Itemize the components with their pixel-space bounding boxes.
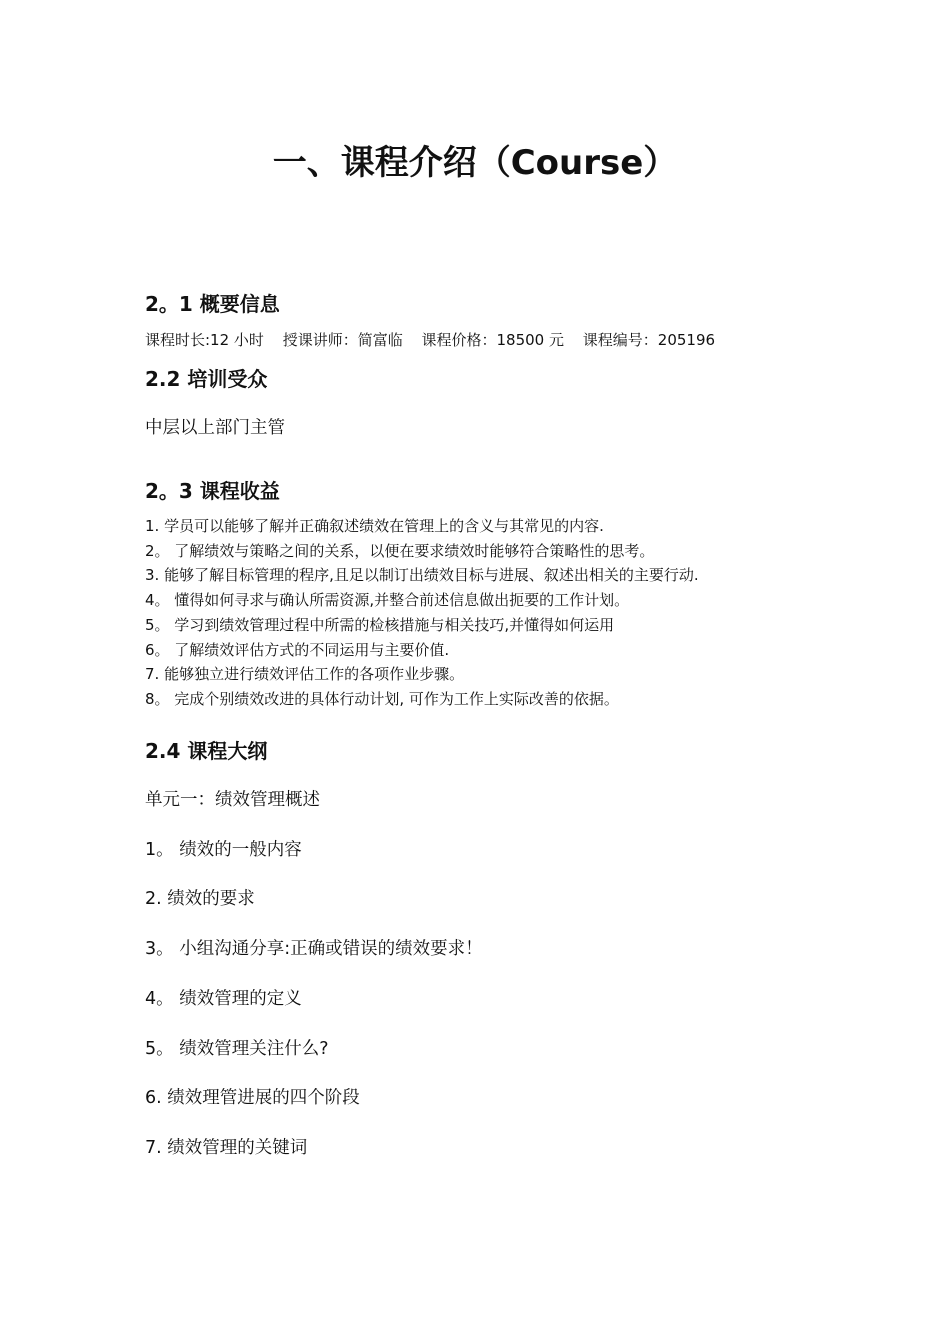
outline-unit-title: 单元一：绩效管理概述 bbox=[145, 790, 320, 810]
section-heading-overview: 2。1 概要信息 bbox=[145, 292, 280, 316]
benefit-item: 5。 学习到绩效管理过程中所需的检核措施与相关技巧,并懂得如何运用 bbox=[145, 615, 615, 634]
course-duration: 课程时长:12 小时 bbox=[145, 331, 264, 349]
course-price: 课程价格：18500 元 bbox=[421, 331, 564, 349]
course-meta-line bbox=[145, 329, 715, 351]
benefit-item: 3. 能够了解目标管理的程序,且足以制订出绩效目标与进展、叙述出相关的主要行动. bbox=[145, 566, 699, 585]
benefits-list bbox=[145, 514, 699, 712]
outline-item: 5。 绩效管理关注什么? bbox=[145, 1039, 329, 1059]
section-heading-outline: 2.4 课程大纲 bbox=[145, 739, 268, 763]
outline-item: 4。 绩效管理的定义 bbox=[145, 989, 302, 1009]
outline-item: 2. 绩效的要求 bbox=[145, 889, 255, 909]
course-instructor: 授课讲师：简富临 bbox=[282, 331, 403, 349]
audience-text: 中层以上部门主管 bbox=[145, 418, 285, 438]
benefit-item: 2。 了解绩效与策略之间的关系，以便在要求绩效时能够符合策略性的思考。 bbox=[145, 541, 655, 560]
benefit-item: 8。 完成个别绩效改进的具体行动计划, 可作为工作上实际改善的依据。 bbox=[145, 689, 619, 708]
benefit-item: 6。 了解绩效评估方式的不同运用与主要价值. bbox=[145, 640, 450, 659]
benefit-item: 7. 能够独立进行绩效评估工作的各项作业步骤。 bbox=[145, 665, 465, 684]
page-title: 一、课程介绍（Course） bbox=[272, 143, 678, 183]
benefit-item: 4。 懂得如何寻求与确认所需资源,并整合前述信息做出扼要的工作计划。 bbox=[145, 591, 630, 610]
outline-item: 1。 绩效的一般内容 bbox=[145, 840, 302, 860]
outline-item: 6. 绩效理管进展的四个阶段 bbox=[145, 1088, 360, 1108]
outline-item: 7. 绩效管理的关键词 bbox=[145, 1138, 308, 1158]
section-heading-audience: 2.2 培训受众 bbox=[145, 367, 268, 391]
course-code: 课程编号：205196 bbox=[582, 331, 716, 349]
outline-item: 3。 小组沟通分享:正确或错误的绩效要求！ bbox=[145, 939, 483, 959]
section-heading-benefits: 2。3 课程收益 bbox=[145, 479, 280, 503]
benefit-item: 1. 学员可以能够了解并正确叙述绩效在管理上的含义与其常见的内容. bbox=[145, 517, 604, 535]
